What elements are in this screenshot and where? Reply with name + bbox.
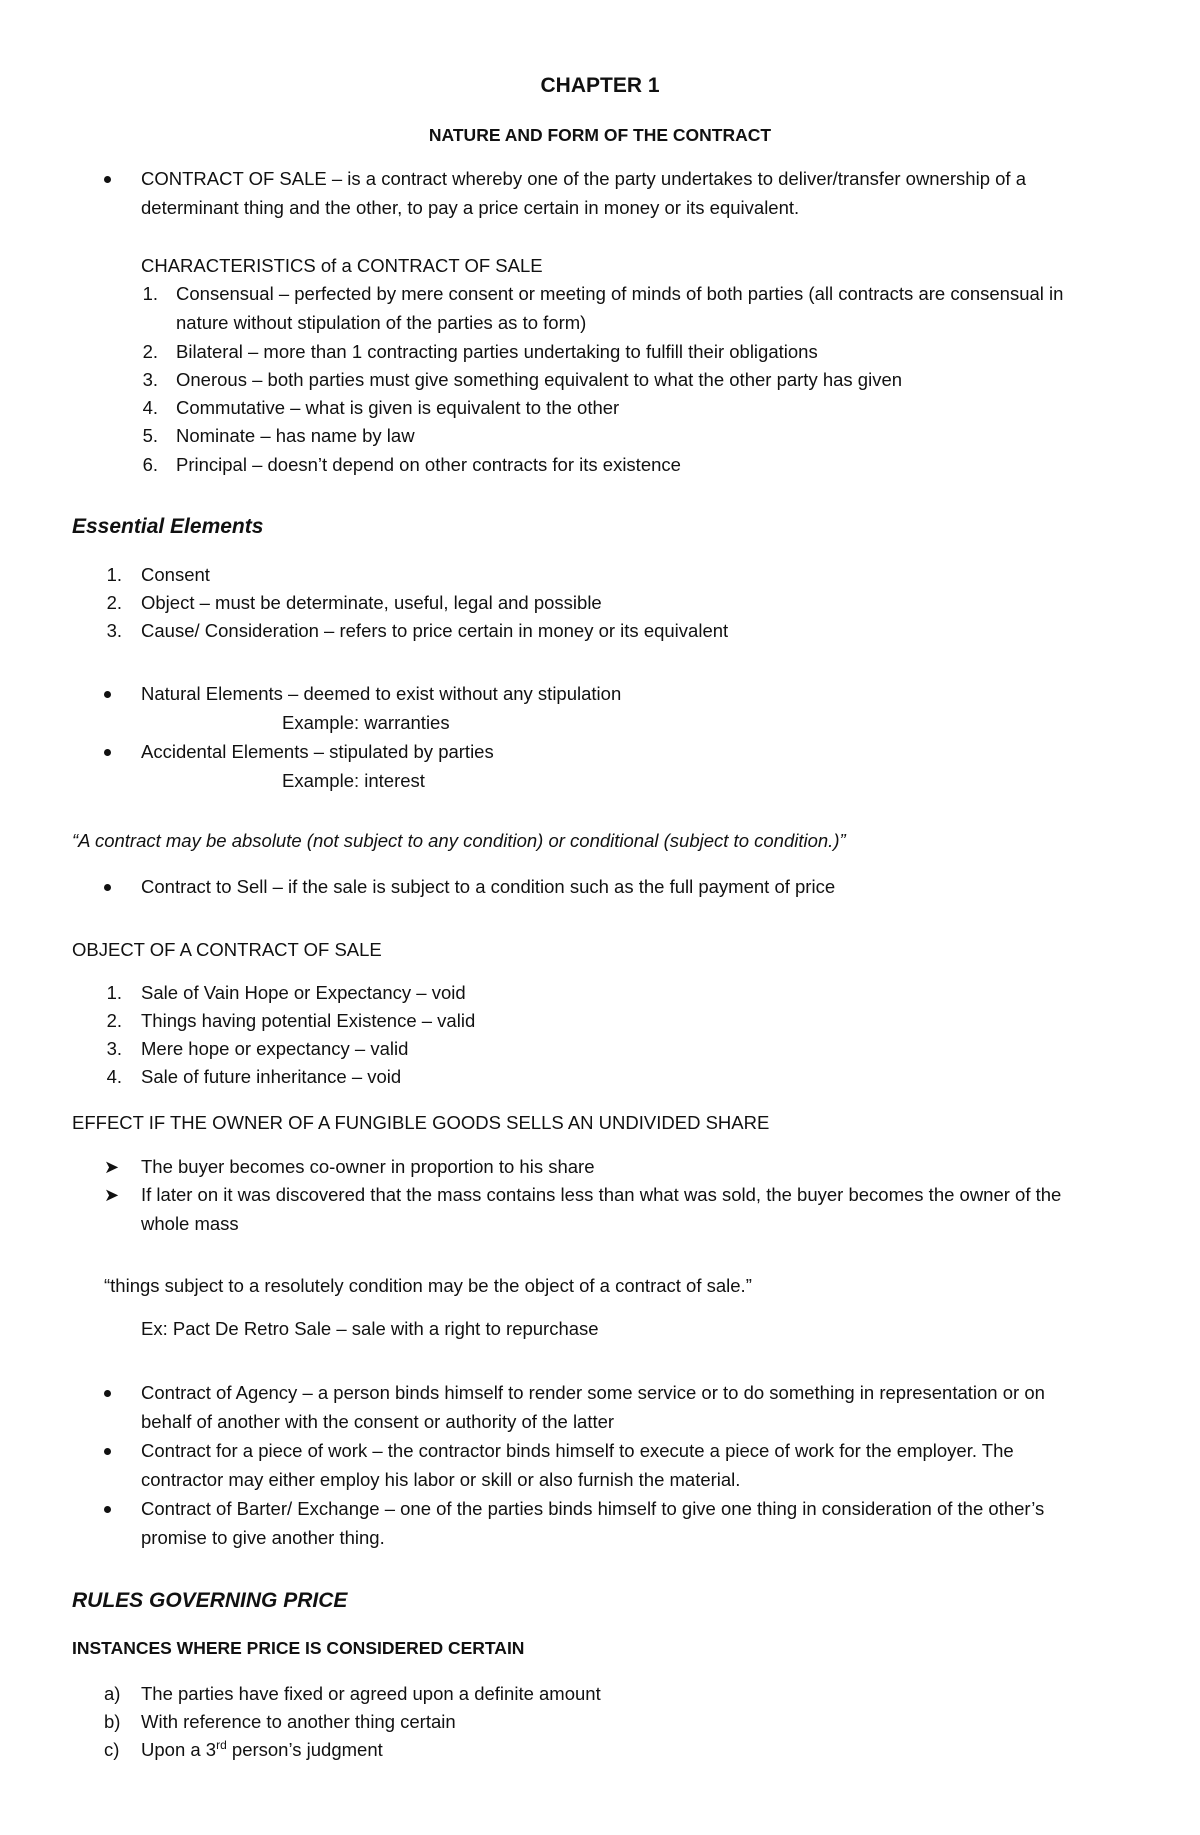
bullet-icon xyxy=(104,884,111,891)
list-number: 4. xyxy=(142,397,158,418)
arrow-bullet-icon: ➤ xyxy=(104,1157,120,1177)
price-certain-heading: INSTANCES WHERE PRICE IS CONSIDERED CERTAIN xyxy=(72,1638,525,1658)
object-item: Sale of future inheritance – void xyxy=(141,1066,402,1087)
list-number: 3. xyxy=(106,620,122,641)
characteristic-consensual-cont: nature without stipulation of the parties as to form) xyxy=(176,312,587,333)
chapter-subtitle: NATURE AND FORM OF THE CONTRACT xyxy=(428,125,772,145)
definition-line-2: determinant thing and the other, to pay a price certain in money or its equivalent. xyxy=(141,197,800,218)
price-rule-text: person’s judgment xyxy=(226,1739,383,1760)
pact-de-retro-example: Ex: Pact De Retro Sale – sale with a right to repurchase xyxy=(141,1318,599,1339)
effect-item-mass-cont: whole mass xyxy=(141,1213,239,1234)
list-number: 1. xyxy=(106,564,122,585)
chapter-title: CHAPTER 1 xyxy=(540,74,660,97)
list-number: 5. xyxy=(142,425,158,446)
characteristic-onerous: Onerous – both parties must give something equivalent to what the other party has given xyxy=(176,369,903,390)
essential-consent: Consent xyxy=(141,564,210,585)
essential-object: Object – must be determinate, useful, legal and possible xyxy=(141,592,602,613)
bullet-icon xyxy=(104,1506,111,1513)
characteristic-consensual: Consensual – perfected by mere consent or meeting of minds of both parties (all contracts are consensual in xyxy=(176,283,1064,304)
characteristic-principal: Principal – doesn’t depend on other contracts for its existence xyxy=(176,454,681,475)
bullet-icon xyxy=(104,1448,111,1455)
bullet-icon xyxy=(104,691,111,698)
characteristics-heading: CHARACTERISTICS of a CONTRACT OF SALE xyxy=(141,255,543,276)
definition-line-1: CONTRACT OF SALE – is a contract whereby one of the party undertakes to deliver/transfer ownership of a xyxy=(141,168,1026,189)
object-item: Things having potential Existence – valid xyxy=(141,1010,476,1031)
list-number: 3. xyxy=(142,369,158,390)
contract-of-barter-cont: promise to give another thing. xyxy=(141,1527,385,1548)
price-rule-item-third-person xyxy=(141,1736,383,1764)
natural-elements-example: Example: warranties xyxy=(282,712,450,733)
contract-of-agency-cont: behalf of another with the consent or authority of the latter xyxy=(141,1411,615,1432)
list-number: 4. xyxy=(106,1066,122,1087)
bullet-icon xyxy=(104,1390,111,1397)
quote-resolutory-condition: “things subject to a resolutely condition may be the object of a contract of sale.” xyxy=(104,1275,752,1296)
bullet-icon xyxy=(104,176,111,183)
object-item: Mere hope or expectancy – valid xyxy=(141,1038,409,1059)
characteristic-bilateral: Bilateral – more than 1 contracting parties undertaking to fulfill their obligations xyxy=(176,341,818,362)
contract-piece-of-work: Contract for a piece of work – the contractor binds himself to execute a piece of work for the employer. The xyxy=(141,1440,1014,1461)
bullet-icon xyxy=(104,749,111,756)
list-number: 2. xyxy=(142,341,158,362)
contract-piece-of-work-cont: contractor may either employ his labor or skill or also furnish the material. xyxy=(141,1469,741,1490)
price-rule-item: With reference to another thing certain xyxy=(141,1711,456,1732)
essential-cause: Cause/ Consideration – refers to price certain in money or its equivalent xyxy=(141,620,729,641)
effect-heading: EFFECT IF THE OWNER OF A FUNGIBLE GOODS SELLS AN UNDIVIDED SHARE xyxy=(72,1112,770,1133)
list-number: 2. xyxy=(106,592,122,613)
contract-of-barter: Contract of Barter/ Exchange – one of the parties binds himself to give one thing in consideration of the other’s xyxy=(141,1498,1045,1519)
natural-elements: Natural Elements – deemed to exist without any stipulation xyxy=(141,683,622,704)
rules-governing-price-heading: RULES GOVERNING PRICE xyxy=(72,1589,348,1612)
ordinal-superscript: rd xyxy=(216,1737,227,1752)
list-number: 1. xyxy=(142,283,158,304)
contract-of-agency: Contract of Agency – a person binds himself to render some service or to do something in representation or on xyxy=(141,1382,1045,1403)
object-item: Sale of Vain Hope or Expectancy – void xyxy=(141,982,466,1003)
object-heading: OBJECT OF A CONTRACT OF SALE xyxy=(72,939,382,960)
list-letter: b) xyxy=(104,1711,121,1732)
list-number: 1. xyxy=(106,982,122,1003)
list-number: 2. xyxy=(106,1010,122,1031)
quote-absolute-conditional: “A contract may be absolute (not subject to any condition) or conditional (subject to condition.)” xyxy=(72,830,846,851)
arrow-bullet-icon: ➤ xyxy=(104,1185,120,1205)
price-rule-text: Upon a 3 xyxy=(141,1739,217,1760)
effect-item-coowner: The buyer becomes co-owner in proportion to his share xyxy=(141,1156,595,1177)
essential-elements-heading: Essential Elements xyxy=(72,515,264,538)
price-rule-item: The parties have fixed or agreed upon a definite amount xyxy=(141,1683,601,1704)
characteristic-nominate: Nominate – has name by law xyxy=(176,425,415,446)
accidental-elements-example: Example: interest xyxy=(282,770,425,791)
characteristic-commutative: Commutative – what is given is equivalent to the other xyxy=(176,397,620,418)
contract-to-sell: Contract to Sell – if the sale is subject to a condition such as the full payment of price xyxy=(141,876,836,897)
list-number: 6. xyxy=(142,454,158,475)
list-letter: a) xyxy=(104,1683,121,1704)
effect-item-mass: If later on it was discovered that the mass contains less than what was sold, the buyer becomes the owner of the xyxy=(141,1184,1062,1205)
list-letter: c) xyxy=(104,1739,120,1760)
list-number: 3. xyxy=(106,1038,122,1059)
accidental-elements: Accidental Elements – stipulated by parties xyxy=(141,741,494,762)
